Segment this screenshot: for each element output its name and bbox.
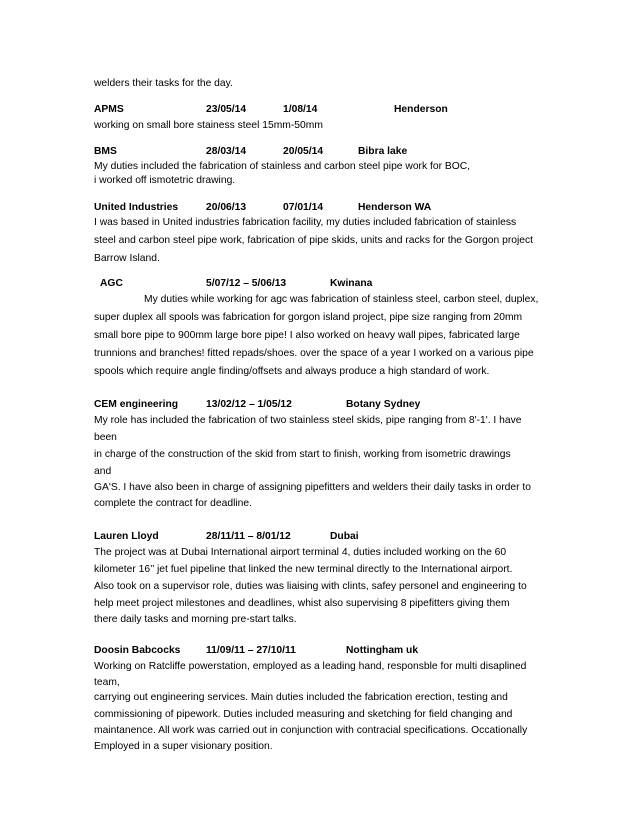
location: Botany Sydney [346,399,421,410]
description-line: trunnions and branches! fitted repads/shoes. over the space of a year I worked on a various pipe [94,348,534,359]
intro-line: welders their tasks for the day. [94,78,233,89]
description-line: spools which require angle finding/offsets and always produce a high standard of work. [94,366,490,377]
company-name: United Industries [94,202,179,213]
description-line: Barrow Island. [94,253,160,264]
location: Henderson WA [358,202,432,213]
company-name: BMS [94,146,117,157]
description-line: small bore pipe to 900mm large bore pipe! I also worked on heavy wall pipes, fabricated large [94,330,520,341]
end-date: 20/05/14 [283,146,324,157]
end-date: 1/08/14 [283,104,318,115]
location: Kwinana [330,278,373,289]
start-date: 20/06/13 [206,202,247,213]
company-name: Doosin Babcocks [94,645,181,656]
description-line: working on small bore stainess steel 15mm-50mm [94,120,323,131]
description-line: help meet project milestones and deadlines, whist also supervising 8 pipefitters giving them [94,598,510,609]
date-range: 13/02/12 – 1/05/12 [206,399,292,410]
description-line: GA'S. I have also been in charge of assigning pipefitters and welders their daily tasks in order to [94,482,531,493]
location: Dubai [330,531,359,542]
description-line: Also took on a supervisor role, duties was liaising with clints, safey personel and engineering to [94,581,527,592]
description-line: commissioning of pipework. Duties included measuring and sketching for field changing and [94,709,513,720]
description-line: My duties while working for agc was fabrication of stainless steel, carbon steel, duplex, [144,294,539,305]
description-line: complete the contract for deadline. [94,498,252,509]
location: Bibra lake [358,146,408,157]
description-line: in charge of the construction of the skid from start to finish, working from isometric drawings [94,449,511,460]
description-line: super duplex all spools was fabrication for gorgon island project, pipe size ranging from 20mm [94,312,523,323]
location: Nottingham uk [346,645,419,656]
date-range: 5/07/12 – 5/06/13 [206,278,287,289]
company-name: Lauren Lloyd [94,531,159,542]
start-date: 28/03/14 [206,146,247,157]
description-line: there daily tasks and morning pre-start talks. [94,614,297,625]
start-date: 23/05/14 [206,104,247,115]
date-range: 11/09/11 – 27/10/11 [206,645,296,656]
company-name: AGC [100,278,123,289]
description-line: and [94,466,112,477]
description-line: steel and carbon steel pipe work, fabrication of pipe skids, units and racks for the Gorgon project [94,235,534,246]
description-line: carrying out engineering services. Main duties included the fabrication erection, testing and [94,692,508,703]
description-line: been [94,432,117,443]
description-line: The project was at Dubai International airport terminal 4, duties included working on the 60 [94,547,507,558]
description-line: team, [94,677,120,688]
description-line: I was based in United industries fabrication facility, my duties included fabrication of stainless [94,217,517,228]
company-name: CEM engineering [94,399,179,410]
description-line: Working on Ratcliffe powerstation, employed as a leading hand, responsble for multi disaplined [94,661,527,672]
description-line: My duties included the fabrication of stainless and carbon steel pipe work for BOC, [94,161,471,172]
location: Henderson [394,104,448,115]
description-line: My role has included the fabrication of two stainless steel skids, pipe ranging from 8'-1'. I have [94,415,522,426]
description-line: maintanence. All work was carried out in conjunction with contracial specifications. Occationally [94,725,528,736]
end-date: 07/01/14 [283,202,324,213]
description-line: i worked off ismotetric drawing. [94,175,236,186]
date-range: 28/11/11 – 8/01/12 [206,531,291,542]
description-line: kilometer 16’’ jet fuel pipeline that linked the new terminal directly to the International airport. [94,564,513,575]
company-name: APMS [94,104,124,115]
description-line: Employed in a super visionary position. [94,741,273,752]
